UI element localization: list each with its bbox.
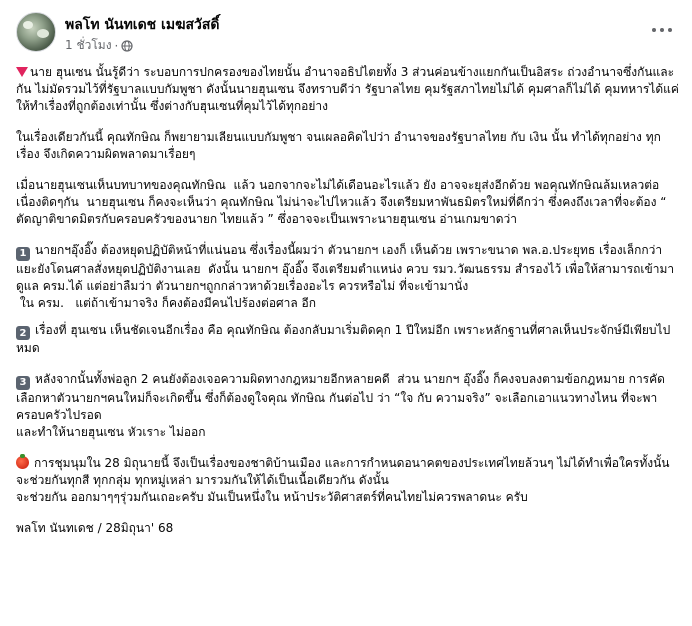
number-badge-icon: 1 — [16, 247, 30, 261]
post-paragraph-2: ในเรื่องเดียวกันนี้ คุณทักษิณ ก็พยายามเลียนแบบกัมพูชา จนเผลอคิดไปว่า อำนาจของรัฐบาลไทย กับ เงิน นั้น ทำได้ทุกอย่าง ทุกเรื่อง จึงเกิดความผิดพลาดมาเรื่อยๆ — [16, 130, 661, 161]
number-badge-icon: 3 — [16, 376, 30, 390]
author-name[interactable]: พลโท นันทเดช เมฆสวัสดิ์ — [65, 17, 220, 33]
post-paragraph-1: นาย ฮุนเซน นั้นรู้ดีว่า ระบอบการปกครองของไทยนั้น อำนาจอธิปไตยทั้ง 3 ส่วนค่อนข้างแยกกันเป็นอิสระ ถ่วงอำนาจซึ่งกันและกัน ไม่มัดรวมไว้ที่รัฐบาลแบบกัมพูชา ดังนั้นนายฮุนเซน จึงทราบดีว่า รัฐบาลไทย คุมรัฐสภาไทยไม่ได้ คุมศาลก็ไม่ได้ คุมทหารได้แค่ให้ทำเรื่องที่ถูกต้องเท่านั้น ซึ่งต่างกับฮุนเซนที่คุมไว้ได้ทุกอย่าง — [16, 65, 679, 113]
post-meta — [65, 36, 133, 55]
post-timestamp[interactable]: 1 ชั่วโมง — [65, 38, 112, 52]
post-paragraph-5: 2 เรื่องที่ ฮุนเซน เห็นชัดเจนอีกเรื่อง คือ คุณทักษิณ ต้องกลับมาเริ่มติดคุก 1 ปีใหม่อีก เพราะหลักฐานที่ศาลเห็นประจักษ์มีเพียบไปหมด — [16, 322, 671, 355]
globe-icon[interactable] — [121, 40, 133, 52]
post-paragraph-3: เมื่อนายฮุนเซนเห็นบทบาทของคุณทักษิณ แล้ว นอกจากจะไม่ได้เดือนอะไรแล้ว ยัง อาจจะยุส่งอีกด้วย พอคุณทักษิณล้มเหลวต่อเนื่องติดๆกัน นายฮุนเซน ก็คงจะเห็นว่า คุณทักษิณ ไม่น่าจะไปไหวแล้ว จึงเตรียมหาพันธมิตรใหม่ที่ดีกว่า ซึ่งคงถึงเวลาที่จะต้อง “ ตัดญาติขาดมิตรกับครอบครัวของนายก ไทยแล้ว ” ซึ่งอาจจะเป็นเพราะนายฮุนเซน อ่านเกมขาดว่า — [16, 178, 671, 226]
post-paragraph-7: การชุมนุมใน 28 มิถุนายนี้ จึงเป็นเรื่องของชาติบ้านเมือง และการกำหนดอนาคตของประเทศไทยล้วนๆ ไม่ได้ทำเพื่อใครทั้งนั้น จะช่วยกันทุกสี ทุกกลุ่ม ทุกหมู่เหล่า มารวมกันให้ได้เป็นเนื้อเดียวกัน ดังนั้น จะช่วยกัน ออกมาๆๆรุ่วมกันเถอะครับ มันเป็นหนึ่งใน หน้าประวัติศาสตร์ที่คนไทยไม่ควรพลาดนะ ครับ — [16, 455, 670, 504]
post-signature: พลโท นันทเดช / 28มิถุนา' 68 — [16, 520, 174, 535]
author-avatar[interactable] — [16, 12, 56, 52]
post-body — [16, 64, 680, 551]
number-badge-icon: 2 — [16, 326, 30, 340]
post-header — [16, 12, 676, 56]
post-paragraph-4: 1 นายกฯอุ๊งอิ๊ง ต้องหยุดปฏิบัติหน้าที่แน่นอน ซึ่งเรื่องนี้ผมว่า ตัวนายกฯ เองก็ เห็นด้วย เพราะขนาด พล.อ.ประยุทธ เรื่องเล็กกว่าแยะยังโดนศาลสั่งหยุดปฏิบัติงานเลย ดังนั้น นายกฯ อุ๊งอิ๊ง จึงเตรียมตำแหน่ง ควบ รมว.วัฒนธรรม สำรองไว้ เพื่อให้สามารถเข้ามาดูแล ครม.ได้ แต่อย่าลืมว่า ตัวนายกฯถูกกล่าวหาด้วยเรื่องอะไร ควรหรือไม่ ที่จะเข้ามานั่ง ใน ครม. แต่ถ้าเข้ามาจริง ก็คงต้องมีคนไปร้องต่อศาล อีก — [16, 243, 675, 310]
red-triangle-icon — [16, 67, 28, 77]
post-paragraph-6: 3 หลังจากนั้นทั้งพ่อลูก 2 คนยังต้องเจอความผิดทางกฎหมายอีกหลายคดี ส่วน นายกฯ อุ๊งอิ๊ง ก็คงจบลงตามข้อกฎหมาย การคัดเลือกหาตัวนายกฯคนใหม่ก็จะเกิดขึ้น ซึ่งก็ต้องดูใจคุณ ทักษิณ กันต่อไป ว่า “ใจ กับ ความจริง” จะเลือกเอาแนวทางไหน ที่จะพาครอบครัวไปรอด และทำให้นายฮุนเซน หัวเราะ ไม่ออก — [16, 372, 665, 439]
more-options-icon[interactable] — [648, 20, 676, 40]
tomato-icon — [16, 456, 29, 469]
meta-separator: · — [114, 38, 119, 53]
